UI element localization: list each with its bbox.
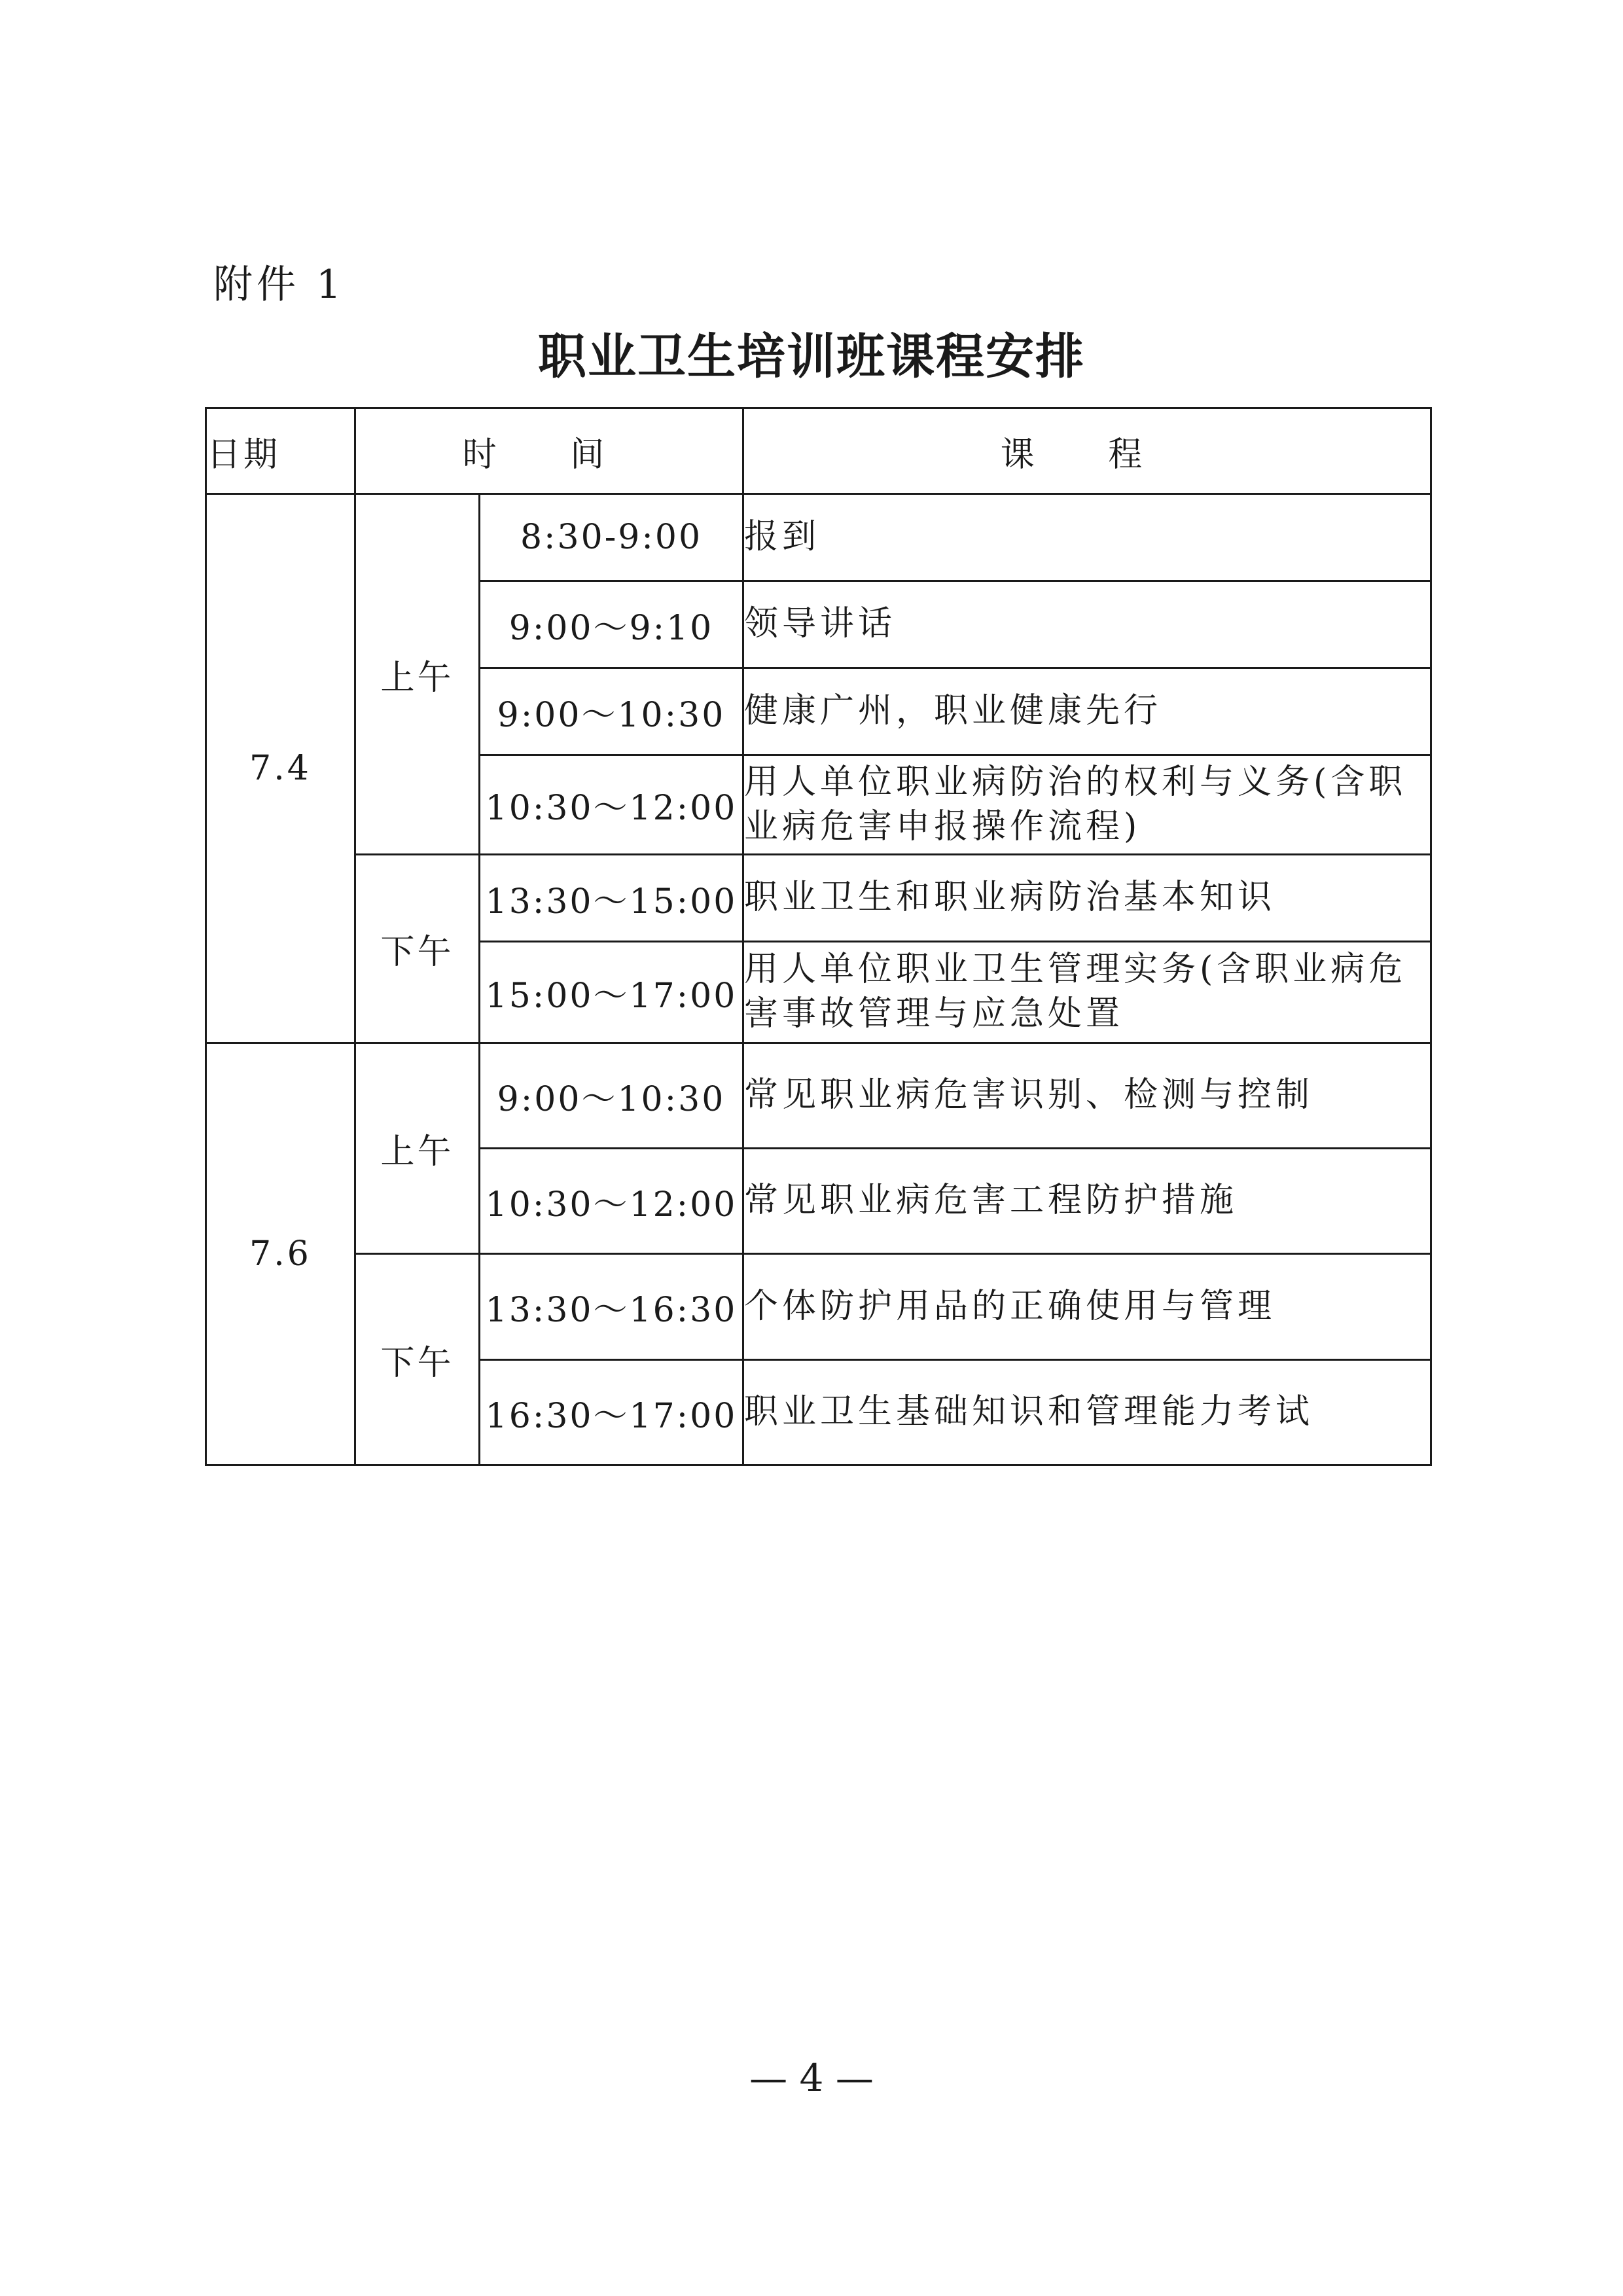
course-cell: 常见职业病危害识别、检测与控制 [743, 1043, 1431, 1149]
table-row [206, 1254, 1431, 1360]
period-cell: 下午 [355, 855, 480, 1043]
time-cell: 15:00～17:00 [480, 942, 743, 1043]
course-cell: 用人单位职业卫生管理实务(含职业病危害事故管理与应急处置 [743, 942, 1431, 1043]
page-number: — 4 — [749, 2056, 874, 2100]
table-row [206, 1043, 1431, 1149]
header-course: 课 程 [743, 408, 1431, 494]
document-title: 职业卫生培训班课程安排 [538, 329, 1085, 385]
course-cell: 报到 [743, 494, 1431, 581]
time-cell: 13:30～15:00 [480, 855, 743, 942]
course-cell: 健康广州，职业健康先行 [743, 668, 1431, 755]
date-cell: 7.6 [206, 1043, 355, 1465]
course-cell: 领导讲话 [743, 581, 1431, 668]
time-cell: 9:00～9:10 [480, 581, 743, 668]
schedule-table [205, 407, 1432, 1466]
course-cell: 用人单位职业病防治的权利与义务(含职业病危害申报操作流程) [743, 755, 1431, 855]
time-cell: 9:00～10:30 [480, 668, 743, 755]
date-cell: 7.4 [206, 494, 355, 1043]
header-date: 日期 [206, 408, 355, 494]
attachment-label: 附件 1 [213, 262, 346, 308]
course-cell: 职业卫生基础知识和管理能力考试 [743, 1360, 1431, 1465]
period-cell: 上午 [355, 1043, 480, 1254]
time-cell: 13:30～16:30 [480, 1254, 743, 1360]
time-cell: 9:00～10:30 [480, 1043, 743, 1149]
course-cell: 常见职业病危害工程防护措施 [743, 1149, 1431, 1254]
table-row [206, 494, 1431, 581]
time-cell: 10:30～12:00 [480, 1149, 743, 1254]
time-cell: 8:30-9:00 [480, 494, 743, 581]
period-cell: 上午 [355, 494, 480, 855]
time-cell: 10:30～12:00 [480, 755, 743, 855]
period-cell: 下午 [355, 1254, 480, 1465]
table-row [206, 855, 1431, 942]
header-time: 时 间 [355, 408, 743, 494]
time-cell: 16:30～17:00 [480, 1360, 743, 1465]
table-header-row [206, 408, 1431, 494]
course-cell: 职业卫生和职业病防治基本知识 [743, 855, 1431, 942]
course-cell: 个体防护用品的正确使用与管理 [743, 1254, 1431, 1360]
